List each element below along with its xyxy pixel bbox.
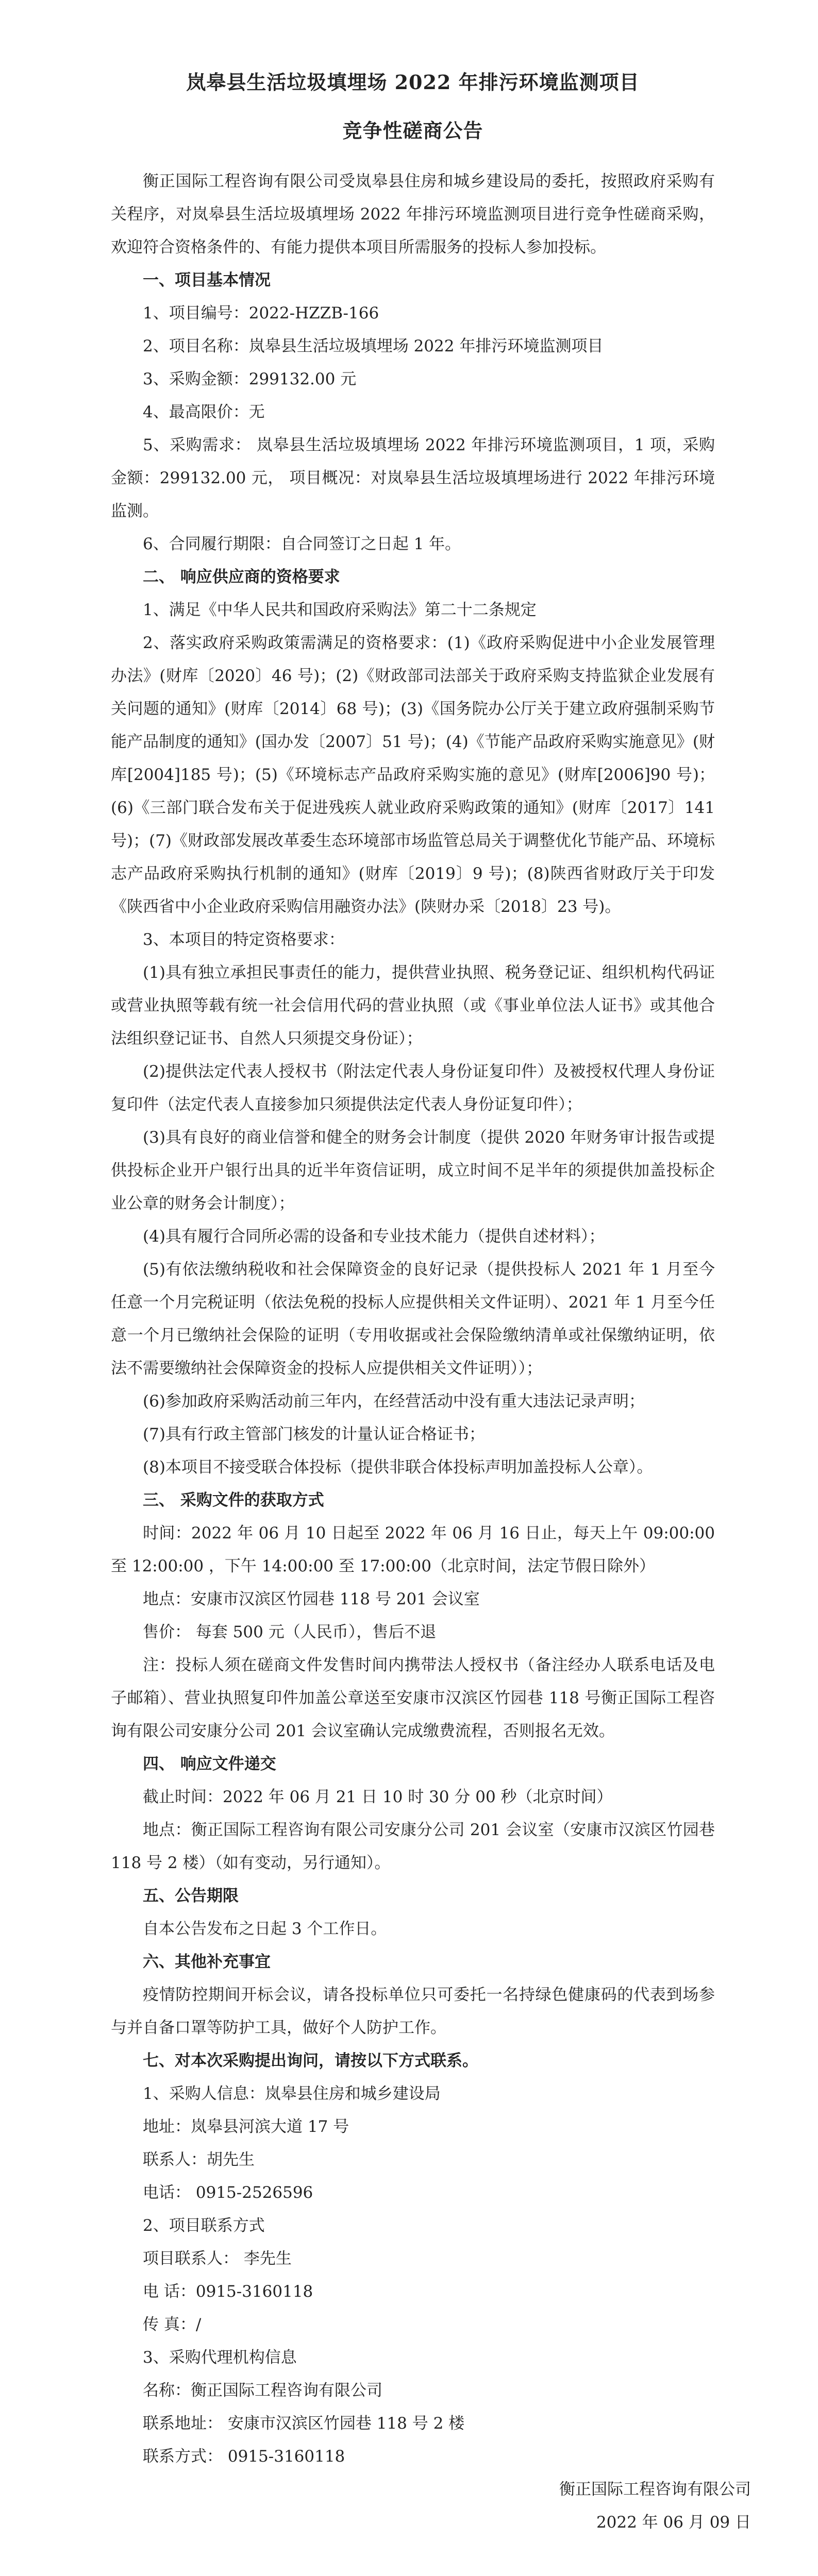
- list-item: 3、采购金额：299132.00 元: [143, 370, 357, 388]
- signature-company: 衡正国际工程咨询有限公司: [559, 2480, 751, 2499]
- list-item: (6)参加政府采购活动前三年内，在经营活动中没有重大违法记录声明；: [143, 1392, 645, 1411]
- list-item: 1、满足《中华人民共和国政府采购法》第二十二条规定: [143, 601, 537, 619]
- list-item: 地点：安康市汉滨区竹园巷 118 号 201 会议室: [143, 1590, 480, 1608]
- list-item: 自本公告发布之日起 3 个工作日。: [143, 1920, 387, 1938]
- list-item: (8)本项目不接受联合体投标（提供非联合体投标声明加盖投标人公章）。: [143, 1458, 653, 1477]
- list-item: 电话： 0915-2526596: [143, 2183, 313, 2202]
- list-item: 项目联系人： 李先生: [143, 2249, 292, 2268]
- section-heading-submission: 四、 响应文件递交: [143, 1755, 276, 1773]
- list-item: 6、合同履行期限：自合同签订之日起 1 年。: [143, 535, 461, 553]
- section-heading-basic-info: 一、项目基本情况: [143, 271, 271, 290]
- list-item: 1、采购人信息：岚皋县住房和城乡建设局: [143, 2084, 441, 2103]
- page-subtitle: 竞争性磋商公告: [342, 119, 483, 142]
- section-heading-qualifications: 二、 响应供应商的资格要求: [143, 568, 340, 586]
- list-item: 电 话：0915-3160118: [143, 2282, 313, 2301]
- list-item: 地点：衡正国际工程咨询有限公司安康分公司 201 会议室（安康市汉滨区竹园巷 118 号 2 楼）（如有变动，另行通知）。: [111, 1821, 715, 1872]
- list-item: 联系地址： 安康市汉滨区竹园巷 118 号 2 楼: [143, 2414, 465, 2433]
- signature-date: 2022 年 06 月 09 日: [596, 2513, 751, 2532]
- section-heading-document-access: 三、 采购文件的获取方式: [143, 1491, 324, 1510]
- list-item: 传 真：/: [143, 2315, 202, 2334]
- list-item: (3)具有良好的商业信誉和健全的财务会计制度（提供 2020 年财务审计报告或提供投标企业开户银行出具的近半年资信证明，成立时间不足半年的须提供加盖投标企业公章的财务会计制度）；: [111, 1128, 715, 1213]
- list-item: 联系方式： 0915-3160118: [143, 2447, 345, 2466]
- list-item: 售价： 每套 500 元（人民币），售后不退: [143, 1623, 437, 1641]
- section-heading-contacts: 七、对本次采购提出询问，请按以下方式联系。: [143, 2052, 478, 2070]
- list-item: 2、落实政府采购政策需满足的资格要求：(1)《政府采购促进中小企业发展管理办法》(财库〔2020〕46 号)；(2)《财政部司法部关于政府采购支持监狱企业发展有关问题的通知》(财库〔2014〕68 号)；(3)《国务院办公厅关于建立政府强制采购节能产品制度的通知》(国办发〔2007〕51 号)；(4)《节能产品政府采购实施意见》(财库[2004]185 号)；(5)《环境标志产品政府采购实施的意见》(财库[2006]90 号)；(6)《三部门联合发布关于促进残疾人就业政府采购政策的通知》(财库〔2017〕141 号)；(7)《财政部发展改革委生态环境部市场监管总局关于调整优化节能产品、环境标志产品政府采购执行机制的通知》(财库〔2019〕9 号)；(8)陕西省财政厅关于印发《陕西省中小企业政府采购信用融资办法》(陕财办采〔2018〕23 号)。: [111, 634, 715, 916]
- list-item: 3、本项目的特定资格要求：: [143, 930, 345, 949]
- intro-paragraph: 衡正国际工程咨询有限公司受岚皋县住房和城乡建设局的委托，按照政府采购有关程序，对岚皋县生活垃圾填埋场 2022 年排污环境监测项目进行竞争性磋商采购，欢迎符合资格条件的、有能力提供本项目所需服务的投标人参加投标。: [111, 172, 715, 257]
- list-item: 地址：岚皋县河滨大道 17 号: [143, 2117, 349, 2136]
- section-heading-other-matters: 六、其他补充事宜: [143, 1953, 271, 1971]
- list-item: (2)提供法定代表人授权书（附法定代表人身份证复印件）及被授权代理人身份证复印件（法定代表人直接参加只须提供法定代表人身份证复印件）；: [111, 1062, 715, 1114]
- list-item: 1、项目编号：2022-HZZB-166: [143, 304, 379, 323]
- list-item: 时间：2022 年 06 月 10 日起至 2022 年 06 月 16 日止，每天上午 09:00:00 至 12:00:00 ，下午 14:00:00 至 17:00:00（北京时间，法定节假日除外）: [111, 1524, 715, 1575]
- list-item: 5、采购需求： 岚皋县生活垃圾填埋场 2022 年排污环境监测项目，1 项，采购金额：299132.00 元， 项目概况：对岚皋县生活垃圾填埋场进行 2022 年排污环境监测。: [111, 436, 715, 520]
- page-title: 岚皋县生活垃圾填埋场 2022 年排污环境监测项目: [186, 71, 640, 94]
- list-item: 疫情防控期间开标会议，请各投标单位只可委托一名持绿色健康码的代表到场参与并自备口罩等防护工具，做好个人防护工作。: [111, 1986, 715, 2037]
- list-item: 联系人：胡先生: [143, 2150, 255, 2169]
- list-item: 2、项目名称：岚皋县生活垃圾填埋场 2022 年排污环境监测项目: [143, 337, 604, 355]
- list-item: 截止时间：2022 年 06 月 21 日 10 时 30 分 00 秒（北京时间）: [143, 1788, 613, 1806]
- section-heading-notice-period: 五、公告期限: [143, 1887, 239, 1905]
- list-item: (4)具有履行合同所必需的设备和专业技术能力（提供自述材料）；: [143, 1227, 605, 1246]
- list-item: 2、项目联系方式: [143, 2216, 265, 2235]
- list-item: (7)具有行政主管部门核发的计量认证合格证书；: [143, 1425, 485, 1444]
- list-item: 3、采购代理机构信息: [143, 2348, 297, 2367]
- list-item: 注：投标人须在磋商文件发售时间内携带法人授权书（备注经办人联系电话及电子邮箱）、营业执照复印件加盖公章送至安康市汉滨区竹园巷 118 号衡正国际工程咨询有限公司安康分公司 201 会议室确认完成缴费流程，否则报名无效。: [111, 1656, 715, 1740]
- list-item: 名称：衡正国际工程咨询有限公司: [143, 2381, 382, 2400]
- list-item: (1)具有独立承担民事责任的能力，提供营业执照、税务登记证、组织机构代码证或营业执照等载有统一社会信用代码的营业执照（或《事业单位法人证书》或其他合法组织登记证书、自然人只须提交身份证）；: [111, 963, 715, 1048]
- list-item: 4、最高限价：无: [143, 403, 265, 421]
- list-item: (5)有依法缴纳税收和社会保障资金的良好记录（提供投标人 2021 年 1 月至今任意一个月完税证明（依法免税的投标人应提供相关文件证明）、2021 年 1 月至今任意一个月已缴纳社会保险的证明（专用收据或社会保险缴纳清单或社保缴纳证明，依法不需要缴纳社会保障资金的投标人应提供相关文件证明））；: [111, 1260, 715, 1378]
